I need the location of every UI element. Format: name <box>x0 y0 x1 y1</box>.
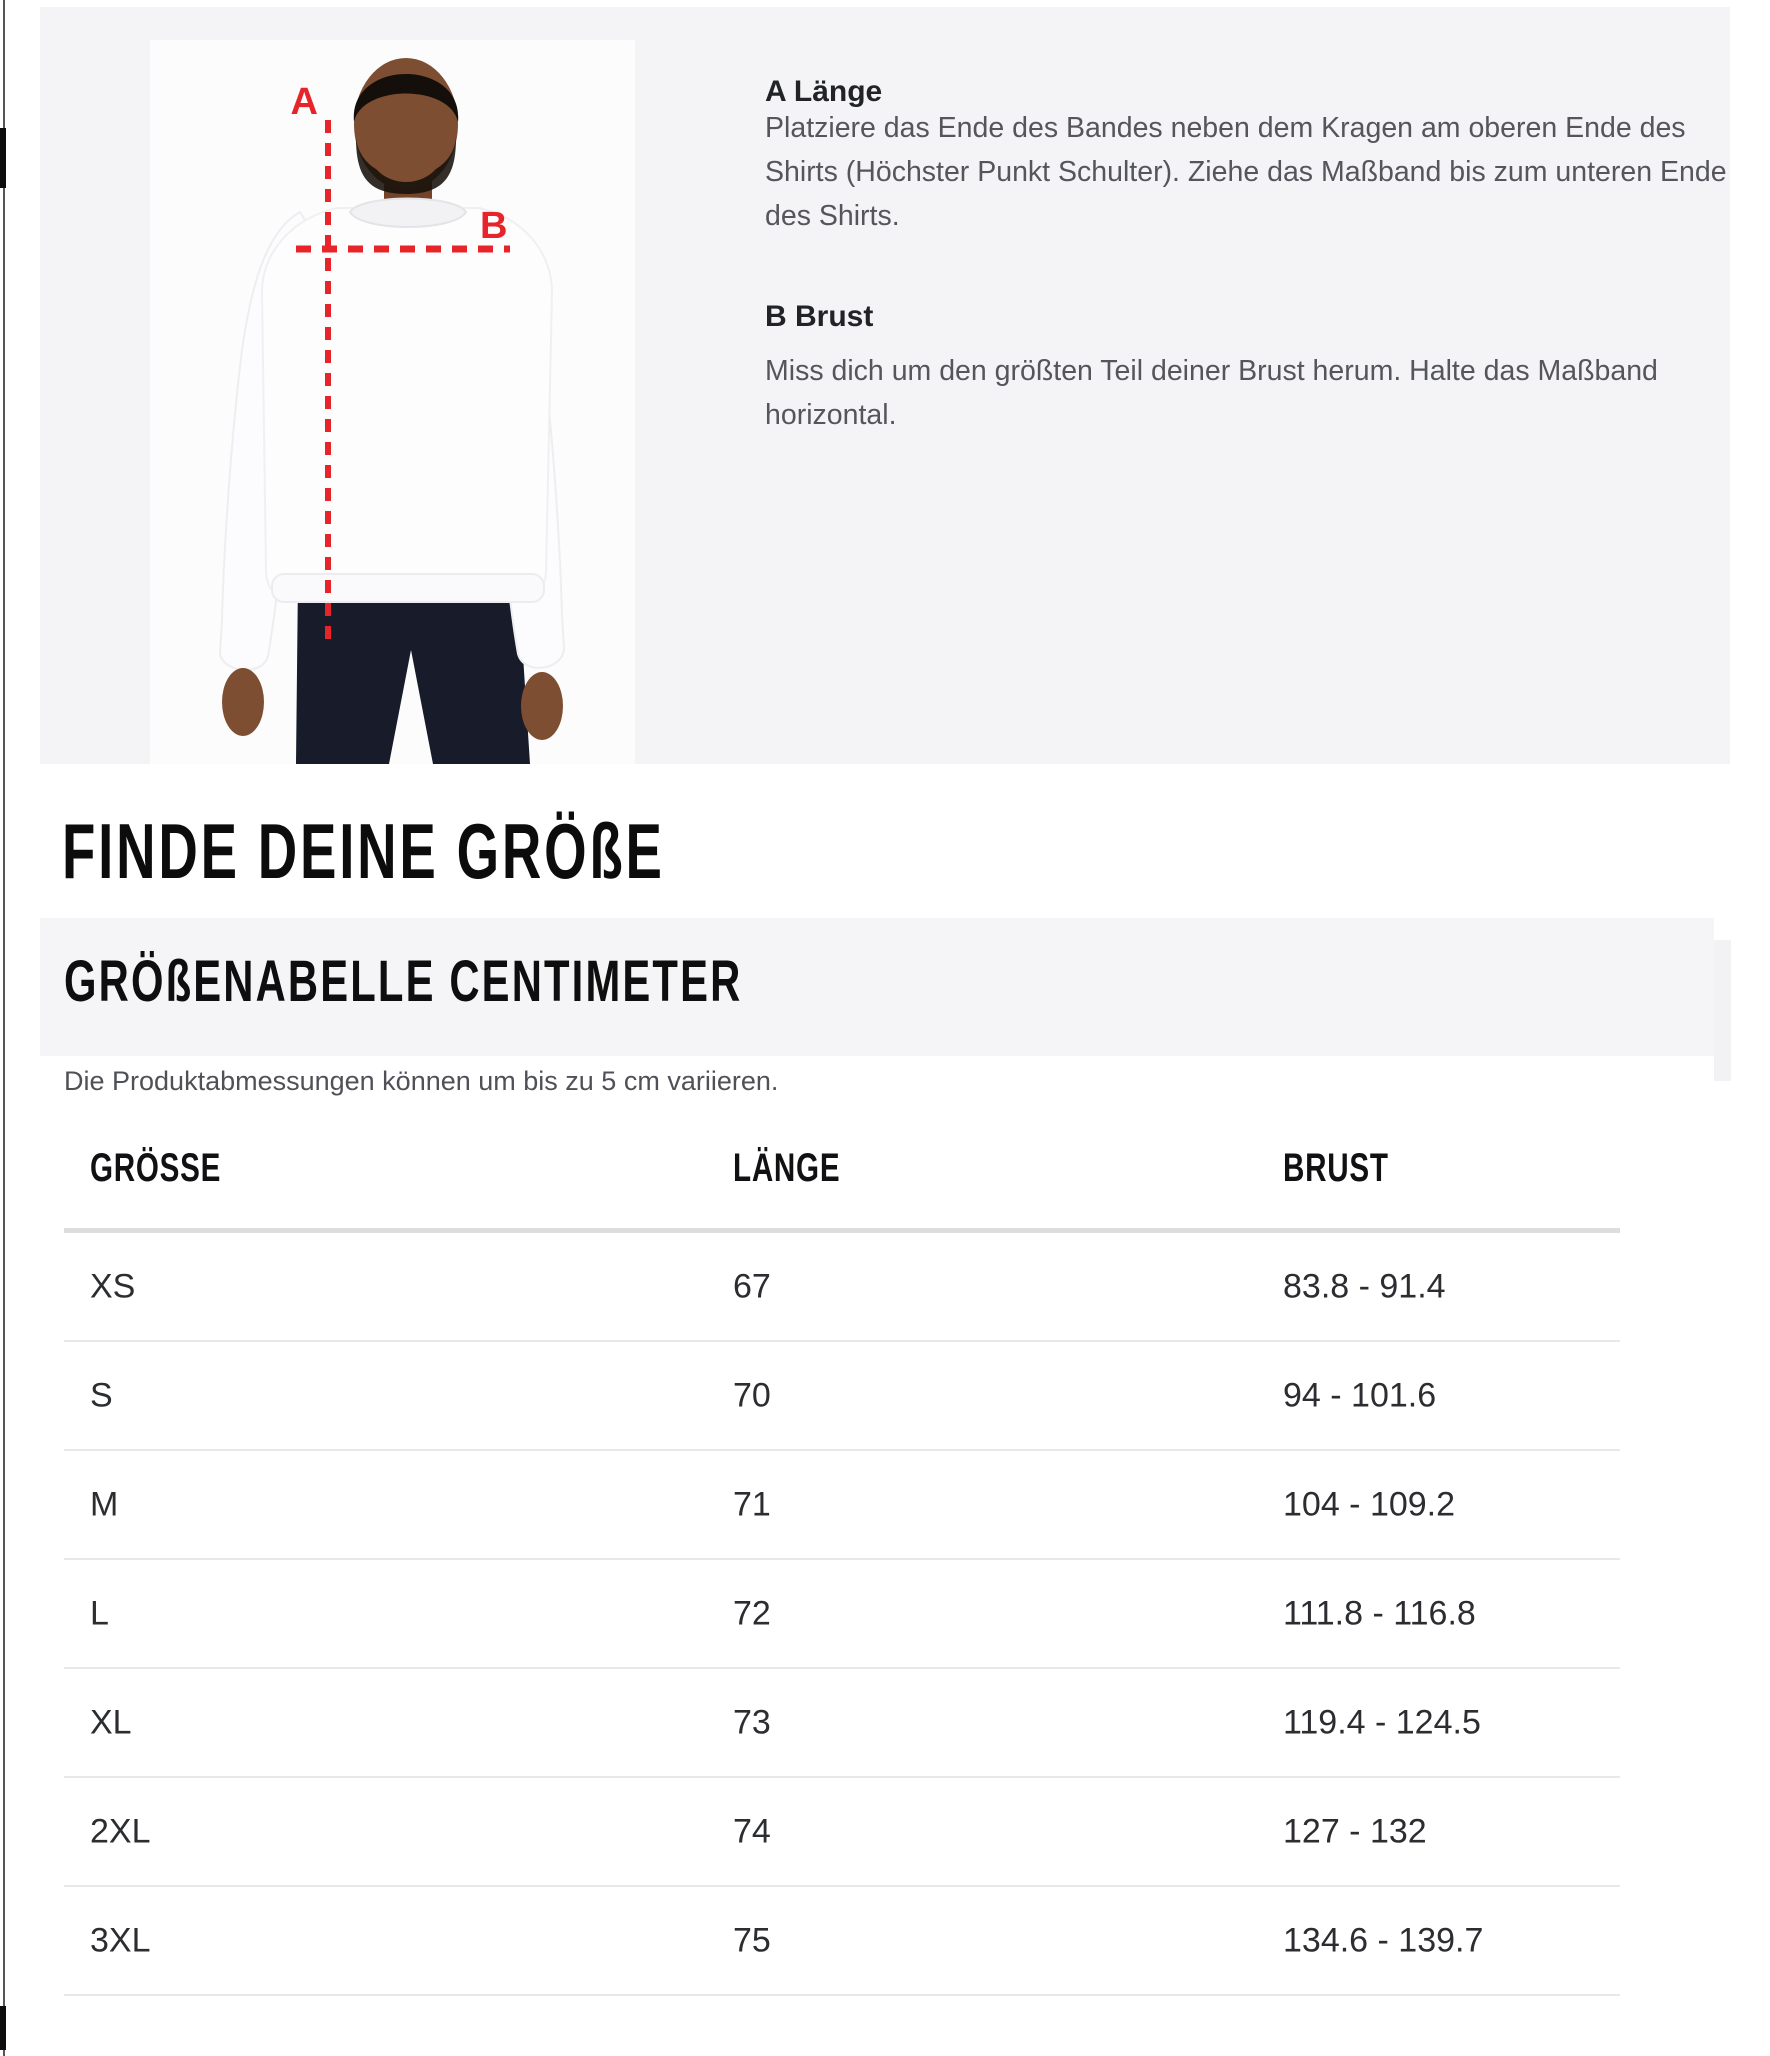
guide-b-text <box>765 349 1658 437</box>
size-table-heading <box>64 948 1006 1015</box>
table-row <box>64 1342 1620 1451</box>
marker-a-label: A <box>290 81 318 123</box>
size-table-section-header <box>40 918 1714 1056</box>
tolerance-note: Die Produktabmessungen können um bis zu 5 cm variieren. <box>64 1066 779 1096</box>
table-row <box>64 1778 1620 1887</box>
marker-b-label: B <box>480 205 508 247</box>
size-chart-table <box>64 1140 1620 1996</box>
table-header-row <box>64 1140 1620 1233</box>
column-header-chest-text: BRUST <box>1283 1146 1389 1190</box>
size-guide-photo-illustration <box>150 40 635 764</box>
table-row <box>64 1669 1620 1778</box>
guide-a-text <box>765 106 1727 238</box>
left-edge-scrollbar-end[interactable] <box>0 2006 6 2050</box>
column-header-chest <box>1283 1146 1426 1191</box>
cell-size: M <box>90 1485 119 1523</box>
measuring-guide-section <box>40 7 1730 764</box>
cell-chest: 83.8 - 91.4 <box>1283 1267 1446 1305</box>
cell-chest: 94 - 101.6 <box>1283 1376 1437 1414</box>
cell-chest: 134.6 - 139.7 <box>1283 1921 1484 1959</box>
guide-b-line: horizontal. <box>765 399 897 431</box>
column-header-size-text: GRÖSSE <box>90 1146 222 1190</box>
table-row <box>64 1233 1620 1342</box>
cell-size: XS <box>90 1267 136 1305</box>
cell-length: 75 <box>733 1921 771 1959</box>
guide-a-line: Shirts (Höchster Punkt Schulter). Ziehe das Maßband bis zum unteren Ende <box>765 156 1727 188</box>
table-row <box>64 1887 1620 1996</box>
cell-length: 71 <box>733 1485 771 1523</box>
section-scroll-tab <box>1714 940 1731 1081</box>
size-table-heading-text: GRÖßENABELLE CENTIMETER <box>64 949 743 1014</box>
guide-a-line: des Shirts. <box>765 200 900 232</box>
table-row <box>64 1560 1620 1669</box>
column-header-length-text: LÄNGE <box>733 1146 841 1190</box>
cell-length: 67 <box>733 1267 771 1305</box>
left-edge-scrollbar-thumb[interactable] <box>0 128 6 188</box>
cell-length: 73 <box>733 1703 771 1741</box>
mannequin <box>220 58 564 764</box>
cell-chest: 119.4 - 124.5 <box>1283 1703 1481 1741</box>
page-title-text: FINDE DEINE GRÖßE <box>62 807 665 895</box>
table-row <box>64 1451 1620 1560</box>
page-title <box>62 806 923 897</box>
column-header-length <box>733 1146 878 1191</box>
guide-a-line: Platziere das Ende des Bandes neben dem Kragen am oberen Ende des <box>765 112 1686 144</box>
cell-length: 72 <box>733 1594 771 1632</box>
cell-size: S <box>90 1376 113 1414</box>
cell-chest: 127 - 132 <box>1283 1812 1427 1850</box>
cell-size: L <box>90 1594 109 1632</box>
cell-chest: 104 - 109.2 <box>1283 1485 1456 1523</box>
cell-length: 74 <box>733 1812 771 1850</box>
cell-size: XL <box>90 1703 132 1741</box>
cell-chest: 111.8 - 116.8 <box>1283 1594 1476 1632</box>
cell-length: 70 <box>733 1376 771 1414</box>
guide-b-heading: B Brust <box>765 300 874 333</box>
column-header-size <box>90 1146 267 1191</box>
cell-size: 2XL <box>90 1812 151 1850</box>
size-guide-photo <box>150 40 635 764</box>
left-edge-scrollbar-track <box>3 0 5 2056</box>
guide-b-line: Miss dich um den größten Teil deiner Brust herum. Halte das Maßband <box>765 355 1658 387</box>
cell-size: 3XL <box>90 1921 151 1959</box>
guide-a-heading: A Länge <box>765 75 883 108</box>
